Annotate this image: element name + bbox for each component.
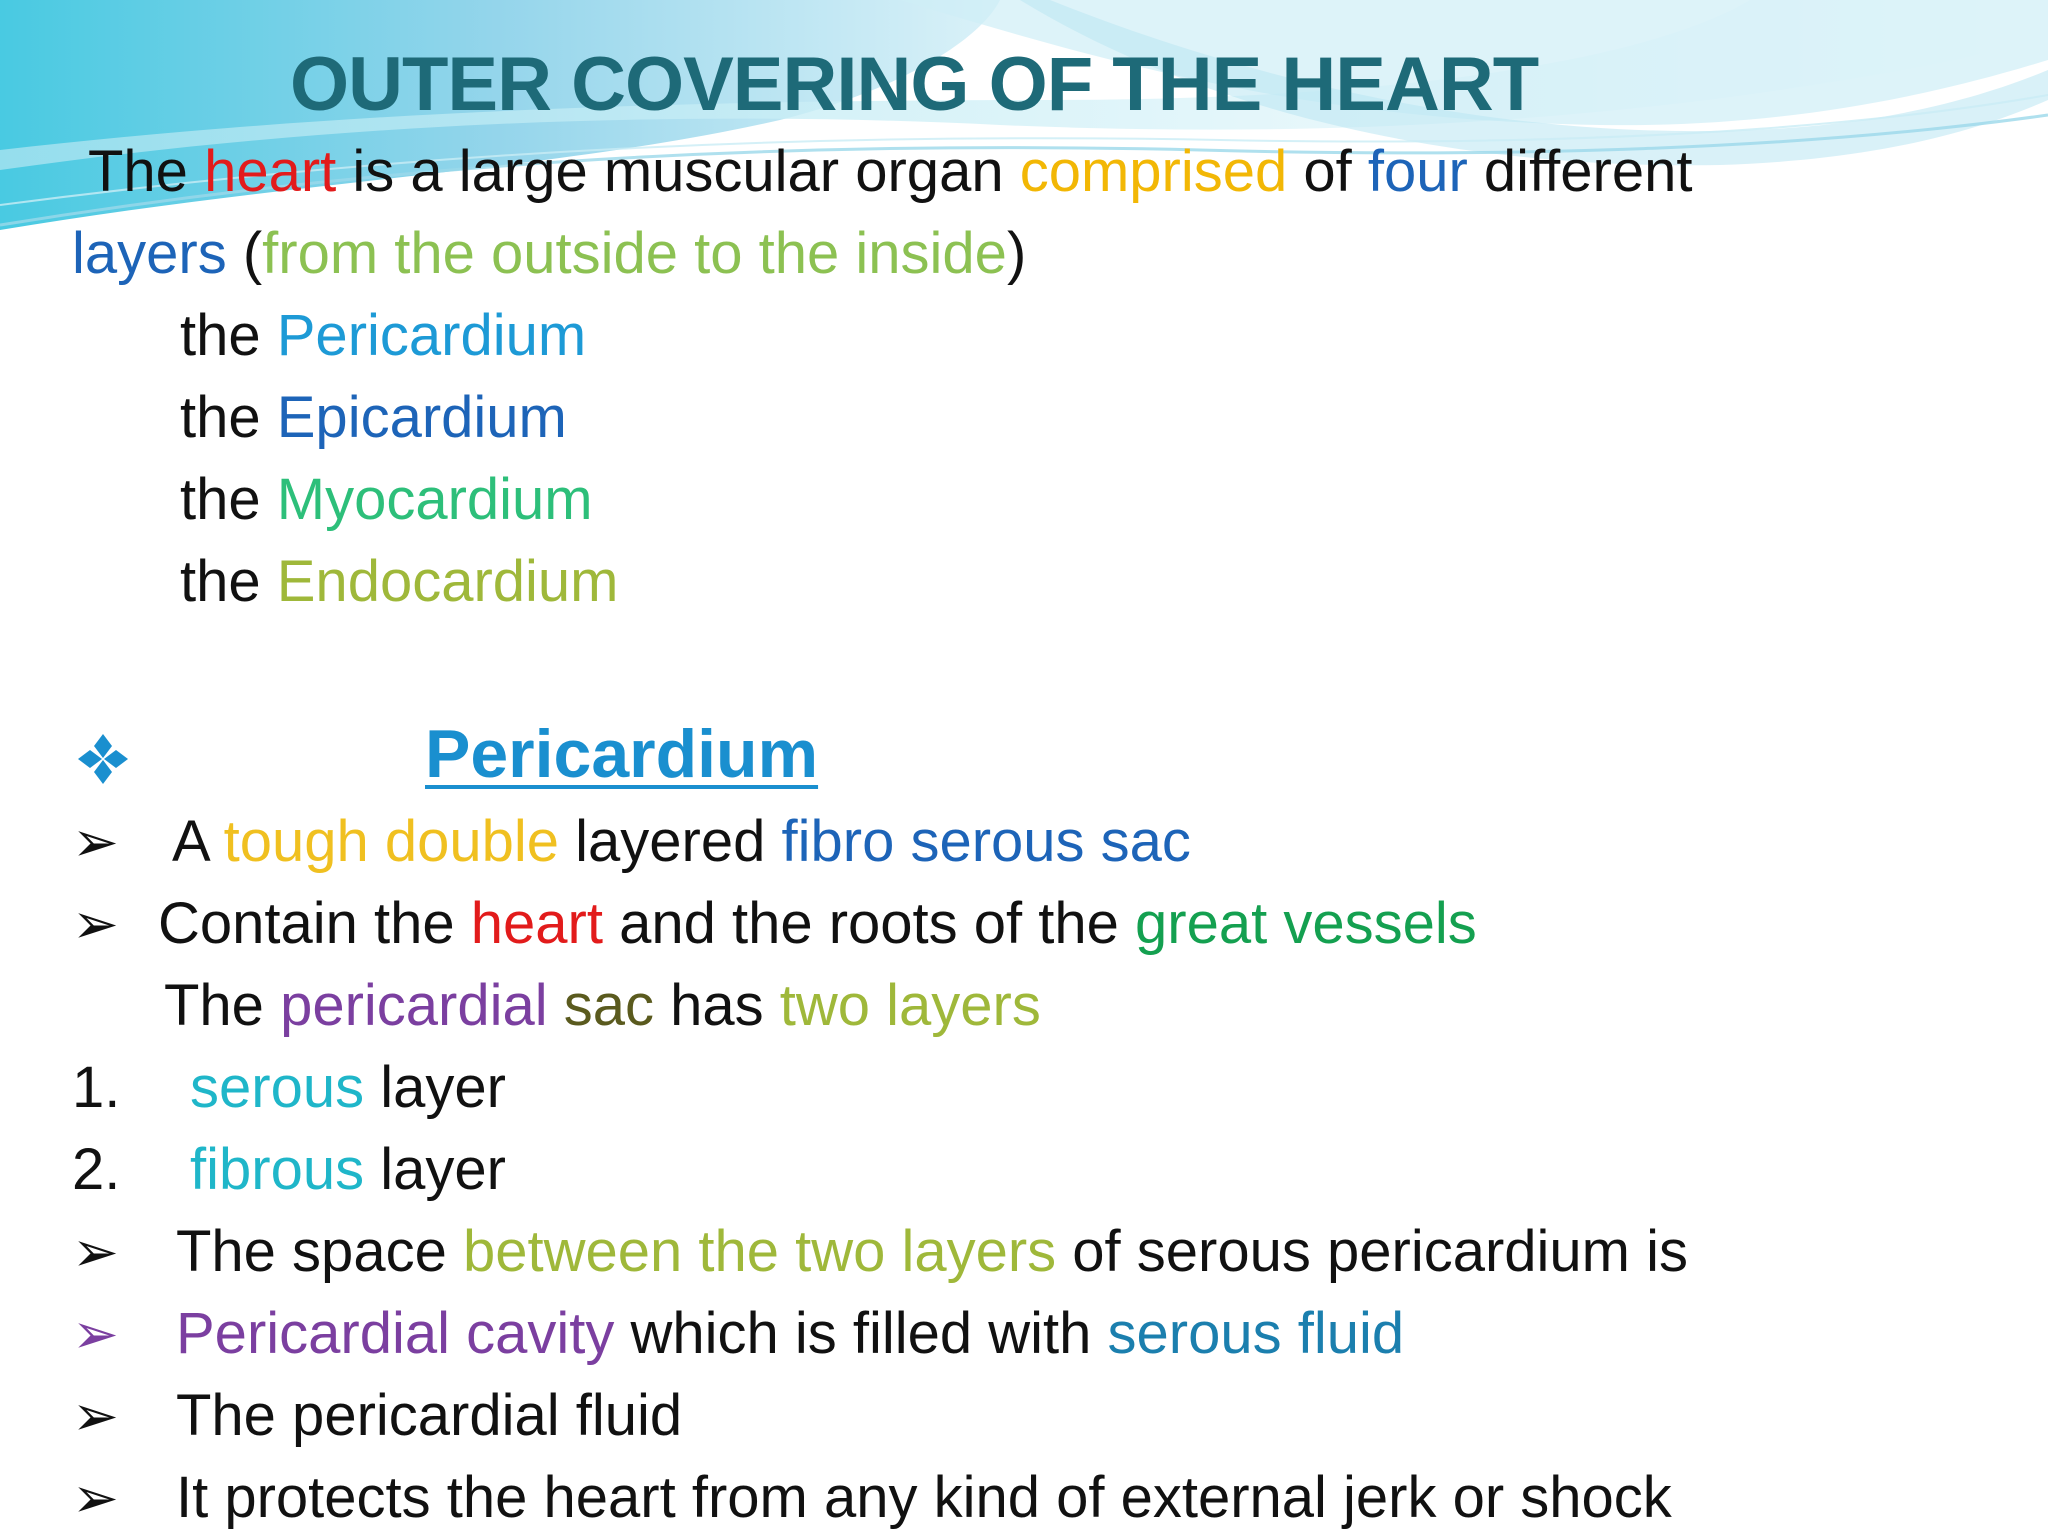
point-1 — [172, 806, 1191, 878]
highlight-heart: heart — [204, 139, 337, 204]
intro-text: The — [88, 139, 205, 204]
highlight-direction: from the outside to the inside — [262, 221, 1007, 286]
point-text: A — [172, 809, 224, 874]
point-5 — [176, 1298, 1404, 1370]
number-marker-1: 1. — [72, 1055, 121, 1120]
point-2 — [158, 888, 1477, 960]
intro-text: ( — [226, 221, 263, 286]
highlight-serous: serous — [190, 1055, 365, 1120]
number-marker-2: 2. — [72, 1137, 121, 1202]
highlight-pericardial-cavity: Pericardial cavity — [176, 1301, 615, 1366]
arrow-bullet-icon: ➢ — [72, 810, 119, 873]
intro-text: different — [1467, 139, 1693, 204]
arrow-bullet-icon: ➢ — [72, 1302, 119, 1365]
arrow-bullet-icon: ➢ — [72, 1466, 119, 1529]
point-text: of serous pericardium is — [1056, 1219, 1688, 1284]
layer-prefix: the — [180, 549, 277, 614]
point-text: and the roots of the — [602, 891, 1136, 956]
point-text: The space — [176, 1219, 463, 1284]
highlight-great-vessels: great vessels — [1135, 891, 1477, 956]
layer-name: Epicardium — [276, 385, 567, 450]
point-text: layered — [559, 809, 782, 874]
highlight-sac: sac — [547, 973, 655, 1038]
point-text: The — [164, 973, 281, 1038]
highlight-layers: layers — [72, 221, 227, 286]
highlight-heart: heart — [470, 891, 603, 956]
highlight-two-layers: two layers — [779, 973, 1041, 1038]
point-text: It protects the heart from any kind of external jerk or shock — [176, 1465, 1672, 1530]
layer-item-pericardium — [180, 300, 586, 372]
point-text: which is filled with — [614, 1301, 1108, 1366]
section-heading-pericardium: Pericardium — [425, 716, 819, 792]
point-text: layer — [364, 1055, 506, 1120]
point-4 — [176, 1216, 1688, 1288]
point-text: The pericardial fluid — [176, 1383, 683, 1448]
layer-prefix: the — [180, 385, 277, 450]
point-text: Contain the — [158, 891, 471, 956]
arrow-bullet-icon: ➢ — [72, 1220, 119, 1283]
highlight-fibro-serous-sac: fibro serous sac — [781, 809, 1191, 874]
highlight-pericardial: pericardial — [280, 973, 548, 1038]
layer-name: Endocardium — [276, 549, 619, 614]
layer-prefix: the — [180, 467, 277, 532]
point-6 — [176, 1380, 682, 1452]
layer-prefix: the — [180, 303, 277, 368]
highlight-comprised: comprised — [1019, 139, 1288, 204]
layer-item-myocardium — [180, 464, 593, 536]
highlight-between-layers: between the two layers — [462, 1219, 1057, 1284]
intro-line-1 — [88, 136, 1692, 208]
highlight-four: four — [1367, 139, 1468, 204]
layer-name: Pericardium — [276, 303, 587, 368]
arrow-bullet-icon: ➢ — [72, 892, 119, 955]
arrow-bullet-icon: ➢ — [72, 1384, 119, 1447]
highlight-serous-fluid: serous fluid — [1107, 1301, 1405, 1366]
intro-text: of — [1287, 139, 1368, 204]
point-text: has — [654, 973, 780, 1038]
layer-item-endocardium — [180, 546, 619, 618]
diamond-bullet-icon — [76, 732, 130, 786]
point-7 — [176, 1462, 1672, 1534]
numbered-item-1 — [190, 1052, 506, 1124]
numbered-item-2 — [190, 1134, 506, 1206]
intro-text: is a large muscular organ — [336, 139, 1020, 204]
highlight-fibrous: fibrous — [190, 1137, 365, 1202]
intro-text: ) — [1006, 221, 1027, 286]
layer-item-epicardium — [180, 382, 567, 454]
point-3 — [164, 970, 1041, 1042]
point-text: layer — [364, 1137, 506, 1202]
layer-name: Myocardium — [276, 467, 593, 532]
highlight-tough-double: tough double — [223, 809, 560, 874]
intro-line-2 — [72, 218, 1026, 290]
slide-title: OUTER COVERING OF THE HEART — [290, 42, 1539, 127]
